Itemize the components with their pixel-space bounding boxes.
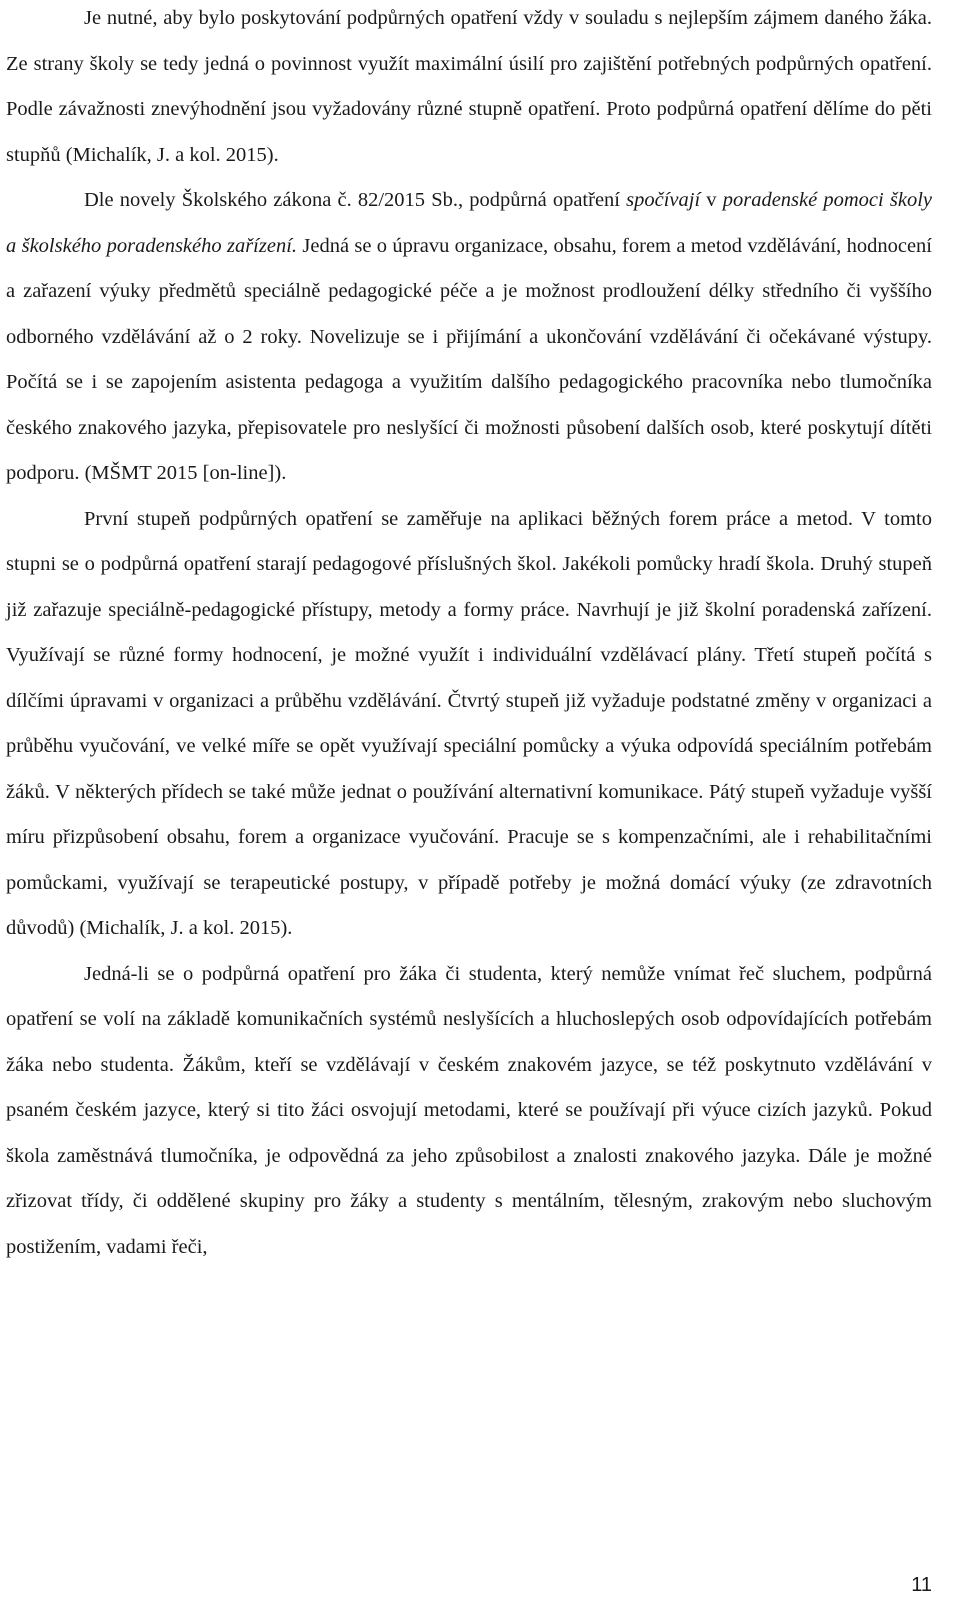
paragraph xyxy=(6,178,932,497)
paragraph: První stupeň podpůrných opatření se zaměřuje na aplikaci běžných forem práce a metod. V tomto stupni se o podpůrná opatření starají pedagogové příslušných škol. Jakékoli pomůcky hradí škola. Druhý stupeň již zařazuje speciálně-pedagogické přístupy, metody a formy práce. Navrhují je již školní poradenská zařízení. Využívají se různé formy hodnocení, je možné využít i individuální vzdělávací plány. Třetí stupeň počítá s dílčími úpravami v organizaci a průběhu vzdělávání. Čtvrtý stupeň již vyžaduje podstatné změny v organizaci a průběhu vyučování, ve velké míře se opět využívají speciální pomůcky a výuka odpovídá speciálním potřebám žáků. V některých přídech se také může jednat o používání alternativní komunikace. Pátý stupeň vyžaduje vyšší míru přizpůsobení obsahu, forem a organizace vyučování. Pracuje se s kompenzačními, ale i rehabilitačními pomůckami, využívají se terapeutické postupy, v případě potřeby je možná domácí výuky (ze zdravotních důvodů) (Michalík, J. a kol. 2015). xyxy=(6,507,932,939)
document-page xyxy=(6,0,932,1270)
paragraph: Je nutné, aby bylo poskytování podpůrných opatření vždy v souladu s nejlepším zájmem daného žáka. Ze strany školy se tedy jedná o povinnost využít maximální úsilí pro zajištění potřebných podpůrných opatření. Podle závažnosti znevýhodnění jsou vyžadovány různé stupně opatření. Proto podpůrná opatření dělíme do pěti stupňů (Michalík, J. a kol. 2015). xyxy=(6,7,932,166)
paragraph: Jedná-li se o podpůrná opatření pro žáka či studenta, který nemůže vnímat řeč sluchem, podpůrná opatření se volí na základě komunikačních systémů neslyšících a hluchoslepých osob odpovídajících potřebám žáka nebo studenta. Žákům, kteří se vzdělávají v českém znakovém jazyce, se též poskytnuto vzdělávání v psaném českém jazyce, který si tito žáci osvojují metodami, které se používají při výuce cizích jazyků. Pokud škola zaměstnává tlumočníka, je odpovědná za jeho způsobilost a znalosti znakového jazyka. Dále je možné zřizovat třídy, či oddělené skupiny pro žáky a studenty s mentálním, tělesným, zrakovým nebo sluchovým postižením, vadami řeči, xyxy=(6,962,932,1258)
paragraph-text: v xyxy=(700,189,723,211)
page-number: 11 xyxy=(911,1574,932,1596)
italic-text: poradenské pomoci školy a školského poradenského zařízení. xyxy=(6,189,932,257)
paragraph-text: Jedná se o úpravu organizace, obsahu, forem a metod vzdělávání, hodnocení a zařazení výuky předmětů speciálně pedagogické péče a je možnost prodloužení délky středního či vyššího odborného vzdělávání až o 2 roky. Novelizuje se i přijímání a ukončování vzdělávání či očekávané výstupy. Počítá se i se zapojením asistenta pedagoga a využitím dalšího pedagogického pracovníka nebo tlumočníka českého znakového jazyka, přepisovatele pro neslyšící či možnosti působení dalších osob, které poskytují dítěti podporu. (MŠMT 2015 [on-line]). xyxy=(6,234,933,484)
italic-text: spočívají xyxy=(626,189,701,211)
paragraph-text: Dle novely Školského zákona č. 82/2015 Sb., podpůrná opatření xyxy=(84,189,627,211)
